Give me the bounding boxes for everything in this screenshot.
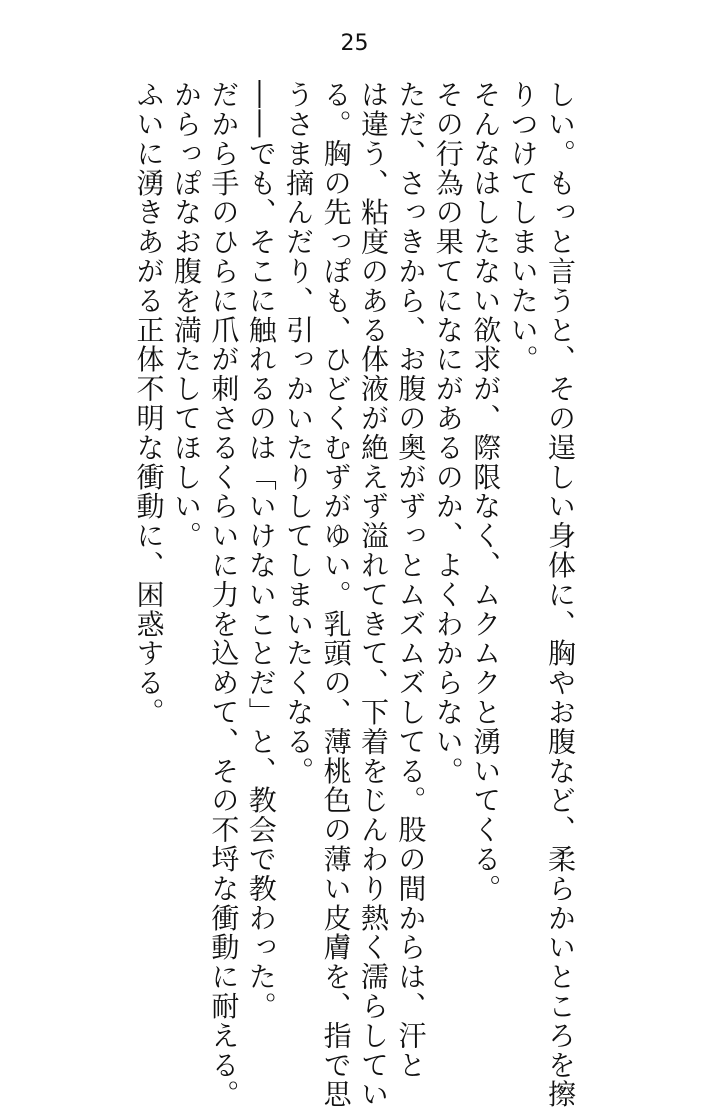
text-line: りつけてしまいたい。 [506, 80, 540, 374]
text-line: その行為の果てになにがあるのか、よくわからない。 [431, 80, 465, 786]
text-line: る。胸の先っぽも、ひどくむずがゆい。乳頭の、薄桃色の薄い皮膚を、指で思 [319, 80, 353, 1109]
text-line: うさま摘んだり、引っかいたりしてしまいたくなる。 [282, 80, 316, 786]
text-line: は違う、粘度のある体液が絶えず溢れてきて、下着をじんわり熱く濡らしてい [356, 80, 390, 1109]
body-text [130, 80, 579, 1109]
text-line: だから手のひらに爪が刺さるくらいに力を込めて、その不埒な衝動に耐える。 [207, 80, 241, 1109]
text-line: からっぽなお腹を満たしてほしい。 [169, 80, 203, 551]
text-line: しい。もっと言うと、その逞しい身体に、胸やお腹など、柔らかいところを擦 [544, 80, 577, 1109]
text-line: そんなはしたない欲求が、際限なく、ムクムクと湧いてくる。 [469, 80, 503, 904]
text-line: ふいに湧きあがる正体不明な衝動に、困惑する。 [132, 80, 166, 727]
text-line: ――でも、そこに触れるのは「いけないことだ」と、教会で教わった。 [244, 80, 278, 1021]
page-number: 25 [340, 31, 369, 56]
text-line: ただ、さっきから、お腹の奥がずっとムズムズしてる。股の間からは、汗と [394, 80, 428, 1080]
